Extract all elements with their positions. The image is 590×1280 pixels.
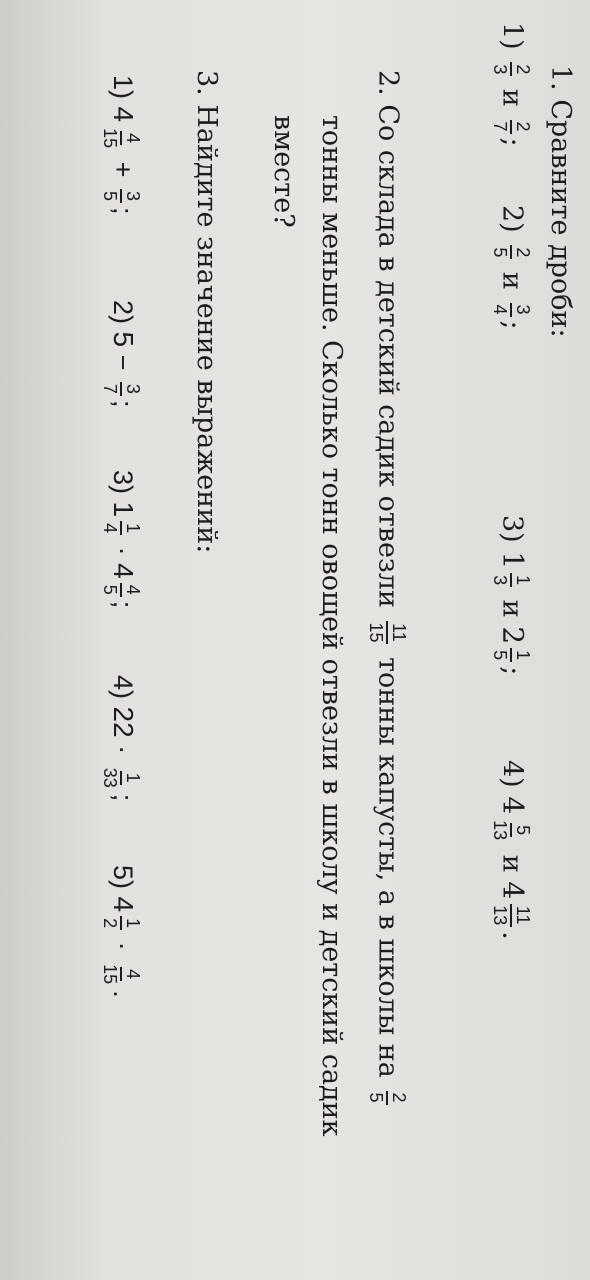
fraction: 11 13 xyxy=(490,905,533,926)
fraction: 2 5 xyxy=(366,1092,409,1103)
item-label: 2) xyxy=(496,205,528,233)
fraction: 1 33 xyxy=(100,767,143,788)
fraction: 4 15 xyxy=(100,128,143,149)
expression-2: 2) 5 − 3 7 ; xyxy=(100,300,143,408)
task2-line-3: вместе? xyxy=(268,115,299,228)
fraction: 2 3 xyxy=(490,64,533,75)
task3-title: Найдите значение выражений: xyxy=(191,104,222,554)
fraction: 1 4 xyxy=(100,523,143,534)
item-label: 1) xyxy=(496,22,528,50)
fraction: 3 4 xyxy=(490,304,533,315)
task3-heading xyxy=(193,70,220,553)
expression-5: 5) 4 1 2 · 4 15 . xyxy=(100,865,143,998)
expression-4: 4) 22 · 1 33 ; xyxy=(100,675,143,802)
task1-number: 1. xyxy=(545,65,576,91)
fraction: 1 3 xyxy=(490,575,533,586)
task1-item-2: 2) 2 5 и 3 4 ; xyxy=(490,205,533,330)
item-label: 4) xyxy=(496,760,528,788)
fraction: 11 15 xyxy=(366,622,409,643)
fraction: 4 15 xyxy=(100,964,143,985)
fraction: 1 5 xyxy=(490,650,533,661)
fraction: 3 5 xyxy=(100,190,143,201)
fraction: 2 7 xyxy=(490,121,533,132)
expression-1: 1) 4 4 15 + 3 5 ; xyxy=(100,75,143,215)
conjunction: и xyxy=(496,599,528,618)
conjunction: и xyxy=(496,88,528,107)
task2-number: 2. xyxy=(372,70,404,96)
expression-3: 3) 1 1 4 · 4 4 5 ; xyxy=(100,470,143,609)
task2-line-1: 2. Со склада в детский садик отвезли 11 15 тонны капусты, а в школы на 2 5 xyxy=(366,70,409,1103)
fraction: 4 5 xyxy=(100,584,143,595)
conjunction: и xyxy=(496,271,528,290)
fraction: 1 2 xyxy=(100,918,143,929)
task3-number: 3. xyxy=(191,70,222,96)
task1-heading xyxy=(547,65,574,338)
task1-item-3: 3) 1 1 3 и 2 1 5 ; xyxy=(490,515,533,676)
task1-title: Сравните дроби: xyxy=(545,99,576,338)
task1-item-1: 1) 2 3 и 2 7 ; xyxy=(490,22,533,147)
fraction: 5 13 xyxy=(490,820,533,841)
task1-item-4: 4) 4 5 13 и 4 11 13 . xyxy=(490,760,533,940)
conjunction: и xyxy=(496,854,528,873)
fraction: 3 7 xyxy=(100,383,143,394)
item-label: 3) xyxy=(496,515,528,543)
fraction: 2 5 xyxy=(490,247,533,258)
task2-line-2: тонны меньше. Сколько тонн овощей отвезли в школу и детский садик xyxy=(316,115,347,1137)
